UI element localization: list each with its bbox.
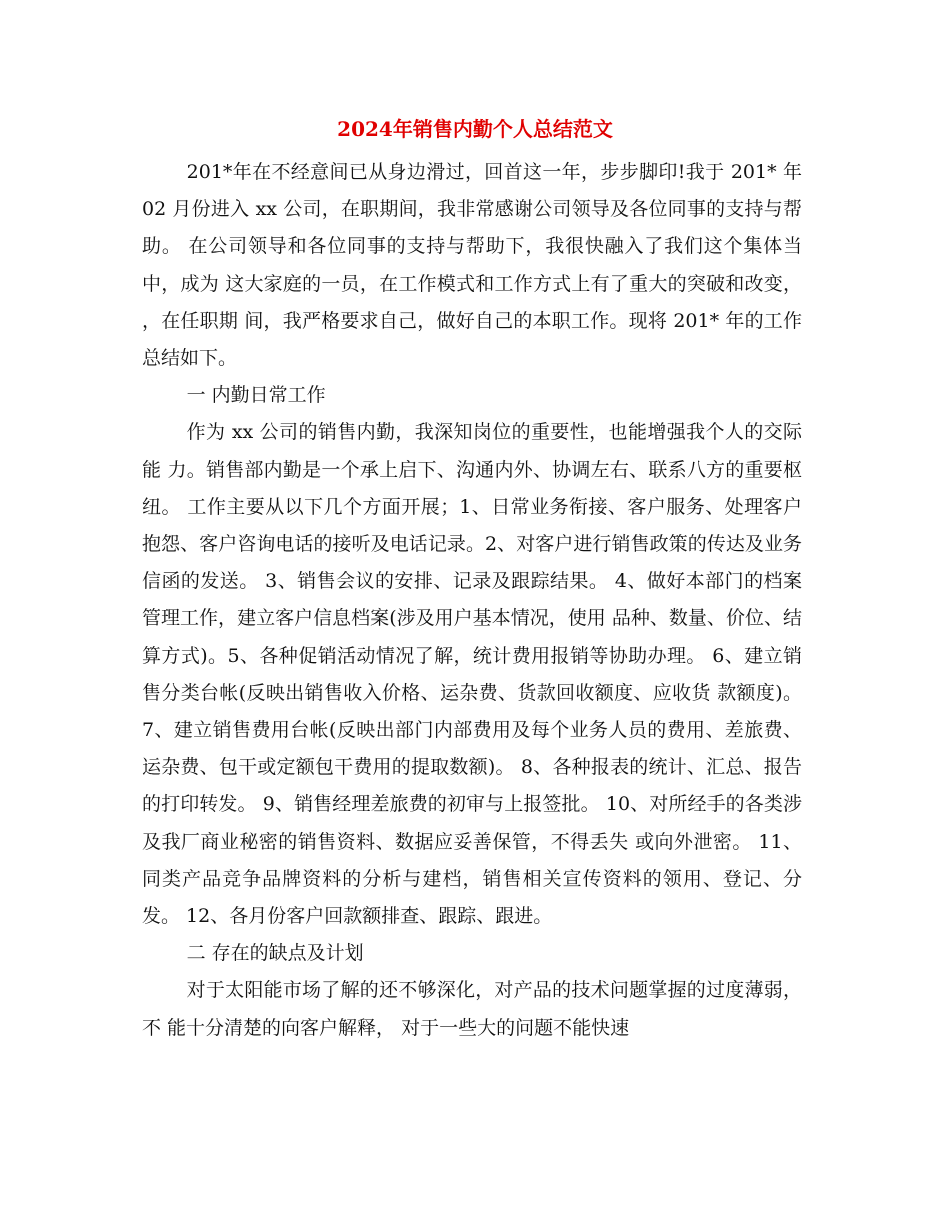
section-heading-daily-work: 一 内勤日常工作	[186, 384, 326, 407]
paragraph-shortcomings: 对于太阳能市场了解的还不够深化，对产品的技术问题掌握的过度薄弱，不 能十分清楚的向客户解释， 对于一些大的问题不能快速	[142, 979, 802, 1039]
paragraph-intro: 201*年在不经意间已从身边滑过，回首这一年，步步脚印!我于 201* 年 02 月份进入 xx 公司，在职期间，我非常感谢公司领导及各位同事的支持与帮助。 在公司领导和各位同事的支持与帮助下，我很快融入了我们这个集体当中，成为 这大家庭的一员，在工作模式和工作方式上有了重大的突破和改变， ，在任职期 间，我严格要求自己，做好自己的本职工作。现将 201* 年的工作总结如下。	[142, 161, 802, 370]
document-title: 2024年销售内勤个人总结范文	[337, 117, 613, 141]
paragraph-daily-work: 作为 xx 公司的销售内勤，我深知岗位的重要性，也能增强我个人的交际能 力。销售部内勤是一个承上启下、沟通内外、协调左右、联系八方的重要枢纽。 工作主要从以下几个方面开展；1、日常业务衔接、客户服务、处理客户抱怨、客户咨询电话的接听及电话记录。2、对客户进行销售政策的传达及业务信函的发送。 3、销售会议的安排、记录及跟踪结果。 4、做好本部门的档案管理工作，建立客户信息档案(涉及用户基本情况，使用 品种、数量、价位、结算方式)。5、各种促销活动情况了解，统计费用报销等协助办理。 6、建立销售分类台帐(反映出销售收入价格、运杂费、货款回收额度、应收货 款额度)。 7、建立销售费用台帐(反映出部门内部费用及每个业务人员的费用、差旅费、 运杂费、包干或定额包干费用的提取数额)。 8、各种报表的统计、汇总、报告的打印转发。 9、销售经理差旅费的初审与上报签批。 10、对所经手的各类涉及我厂商业秘密的销售资料、数据应妥善保管，不得丢失 或向外泄密。 11、同类产品竞争品牌资料的分析与建档，销售相关宣传资料的领用、登记、分 发。 12、各月份客户回款额排查、跟踪、跟进。	[142, 421, 802, 928]
section-heading-shortcomings: 二 存在的缺点及计划	[186, 942, 364, 965]
document-body	[142, 154, 802, 1047]
